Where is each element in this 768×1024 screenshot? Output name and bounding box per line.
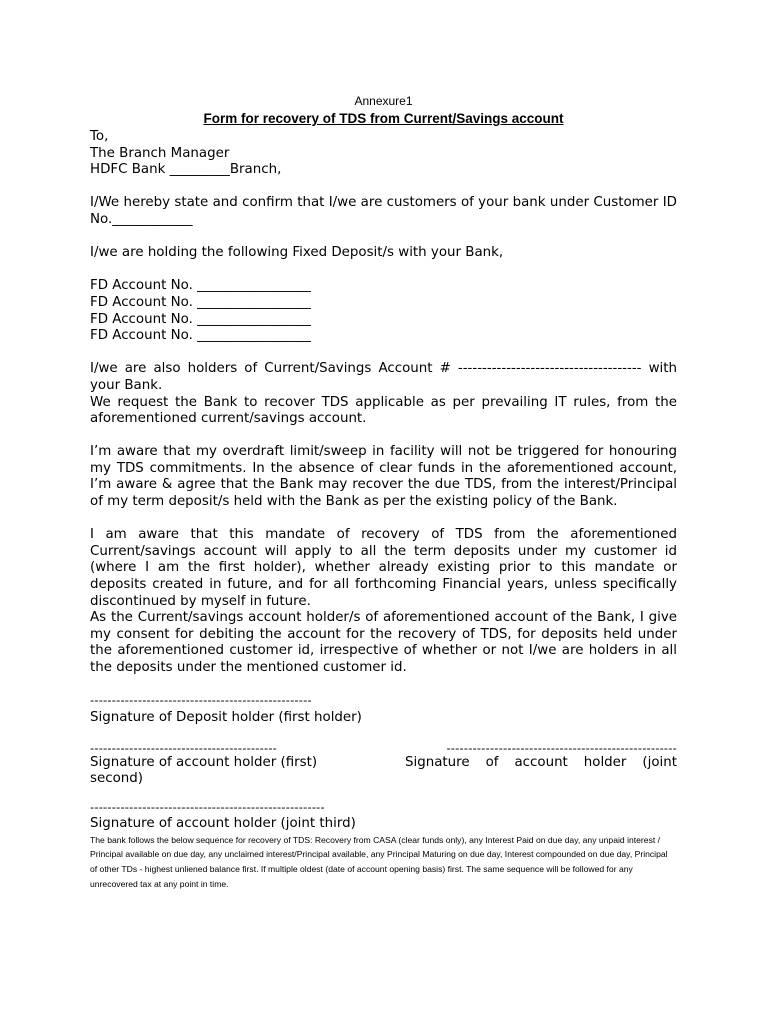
addressee: The Branch Manager [90, 145, 230, 161]
fd-account-line: FD Account No. _________________ [90, 311, 311, 327]
document-page [90, 92, 677, 892]
fd-account-line: FD Account No. _________________ [90, 294, 311, 310]
signature-label-joint-third: Signature of account holder (joint third) [90, 815, 356, 831]
signature-label-deposit-first: Signature of Deposit holder (first holder) [90, 710, 362, 726]
casa-holder-paragraph: I/we are also holders of Current/Savings Account # -------------------------------------- with your Bank. [90, 361, 677, 393]
fd-holding-paragraph: I/we are holding the following Fixed Deposit/s with your Bank, [90, 245, 504, 261]
signature-line-account-first: ------------------------------------------- [90, 740, 278, 755]
mandate-awareness-paragraph: I am aware that this mandate of recovery of TDS from the aforementioned Current/savings account will apply to all the term deposits under my customer id (where I am the first holder), whether already existing prior to this mandate or deposits created in future, and for all forthcoming Financial years, unless specifically discontinued by myself in future. [90, 527, 677, 609]
recovery-sequence-footnote: The bank follows the below sequence for recovery of TDS: Recovery from CASA (clear funds only), any Interest Paid on due day, any unpaid interest / Principal available on due day, any unclaimed interest/Principal available, any Principal Maturing on due day, Interest compounded on due day, Principal of other TDs - highest unliened balance first. If multiple oldest (date of account opening basis) first. The same sequence will be followed for any unrecovered tax at any point in time. [90, 834, 668, 889]
signature-line-joint-third: ------------------------------------------------------ [90, 799, 325, 814]
overdraft-awareness-paragraph: I’m aware that my overdraft limit/sweep in facility will not be triggered for honouring my TDS commitments. In the absence of clear funds in the aforementioned account, I’m aware & agree that the Bank may recover the due TDS, from the interest/Principal of my term deposit/s held with the Bank as per the existing policy of the Bank. [90, 444, 677, 510]
bank-branch-line: HDFC Bank _________Branch, [90, 162, 282, 178]
signature-line-joint-second: ----------------------------------------------------- [446, 740, 677, 755]
signature-labels-row [90, 755, 677, 772]
signature-label-joint-second-cont: second) [90, 771, 143, 787]
signature-line-deposit-first: --------------------------------------------------- [90, 693, 312, 708]
customer-id-paragraph: I/We hereby state and confirm that I/we are customers of your bank under Customer ID No.____________ [90, 195, 677, 227]
signature-label-joint-second: Signature of account holder (joint [405, 754, 677, 770]
form-title: Form for recovery of TDS from Current/Savings account [203, 111, 564, 126]
consent-paragraph: As the Current/savings account holder/s of aforementioned account of the Bank, I give my consent for debiting the account for the recovery of TDS, for deposits held under the aforementioned customer id, irrespective of whether or not I/we are holders in all the deposits under the mentioned customer id. [90, 610, 677, 675]
recovery-request-paragraph: We request the Bank to recover TDS applicable as per prevailing IT rules, from the aforementioned current/savings account. [90, 394, 677, 427]
salutation: To, [90, 129, 109, 144]
fd-account-line: FD Account No. _________________ [90, 278, 311, 294]
signature-lines-row [90, 741, 677, 755]
fd-account-line: FD Account No. _________________ [90, 328, 311, 344]
annexure-label: Annexure1 [354, 94, 413, 108]
signature-label-account-first: Signature of account holder (first) [90, 754, 318, 770]
